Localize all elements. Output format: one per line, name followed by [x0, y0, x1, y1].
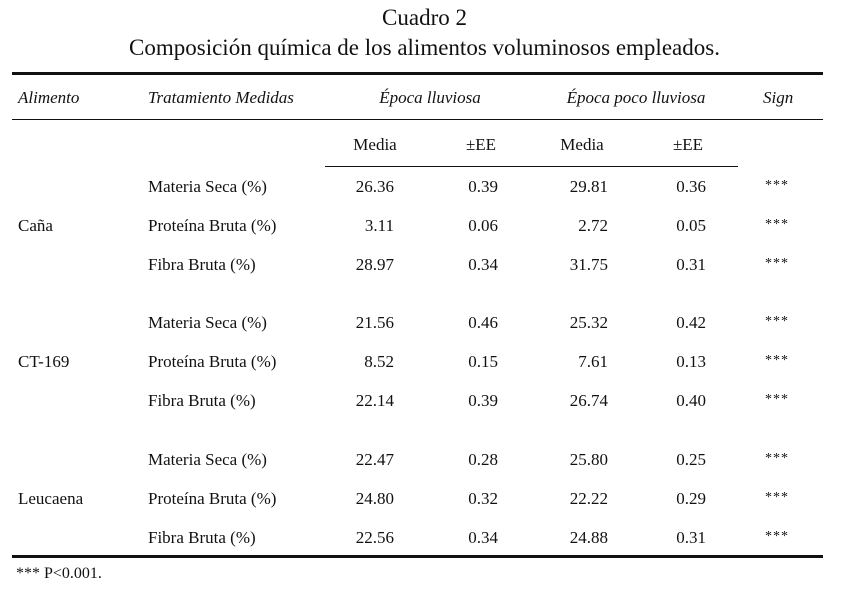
row-sign: ***: [765, 451, 789, 466]
row-pl-ee: 0.36: [676, 177, 706, 196]
row-pl-media: 26.74: [569, 391, 608, 410]
row-sign: ***: [765, 529, 789, 544]
row-measure: Fibra Bruta (%): [148, 255, 256, 274]
group-label: Leucaena: [18, 489, 84, 508]
row-measure: Fibra Bruta (%): [148, 391, 256, 410]
row-ll-media: 22.14: [355, 391, 394, 410]
subheader-ee-poco-lluviosa: ±EE: [672, 135, 704, 154]
row-sign: ***: [765, 314, 789, 329]
row-pl-media: 24.88: [569, 528, 608, 547]
subheader-rule: [325, 166, 738, 167]
row-pl-ee: 0.25: [676, 450, 706, 469]
row-measure: Proteína Bruta (%): [148, 352, 277, 371]
row-ll-ee: 0.39: [468, 177, 498, 196]
row-sign: ***: [765, 256, 789, 271]
row-pl-ee: 0.29: [676, 489, 706, 508]
row-measure: Materia Seca (%): [148, 177, 267, 196]
group-label: CT-169: [18, 352, 70, 371]
row-ll-media: 28.97: [355, 255, 394, 274]
row-ll-ee: 0.46: [468, 313, 498, 332]
row-measure: Proteína Bruta (%): [148, 216, 277, 235]
row-ll-media: 3.11: [364, 216, 394, 235]
group-label: Caña: [18, 216, 53, 235]
row-pl-media: 7.61: [578, 352, 608, 371]
row-pl-media: 25.32: [569, 313, 608, 332]
table-subtitle: Composición química de los alimentos voluminosos empleados.: [129, 35, 720, 60]
row-sign: ***: [765, 353, 789, 368]
row-ll-media: 24.80: [355, 489, 394, 508]
row-pl-ee: 0.40: [676, 391, 706, 410]
subheader-ee-lluviosa: ±EE: [465, 135, 497, 154]
row-pl-ee: 0.13: [676, 352, 706, 371]
row-ll-media: 22.47: [355, 450, 394, 469]
row-ll-ee: 0.34: [468, 528, 498, 547]
header-epoca-lluviosa: Época lluviosa: [379, 88, 481, 107]
row-ll-ee: 0.06: [468, 216, 498, 235]
row-measure: Materia Seca (%): [148, 313, 267, 332]
row-pl-ee: 0.31: [676, 255, 706, 274]
row-ll-media: 21.56: [355, 313, 394, 332]
header-sign: Sign: [763, 88, 794, 107]
row-pl-ee: 0.31: [676, 528, 706, 547]
row-pl-ee: 0.05: [676, 216, 706, 235]
row-pl-media: 31.75: [569, 255, 608, 274]
row-ll-ee: 0.39: [468, 391, 498, 410]
row-ll-ee: 0.28: [468, 450, 498, 469]
row-ll-ee: 0.15: [468, 352, 498, 371]
row-measure: Materia Seca (%): [148, 450, 267, 469]
row-pl-media: 2.72: [578, 216, 608, 235]
row-pl-media: 29.81: [569, 177, 608, 196]
header-epoca-poco-lluviosa: Época poco lluviosa: [566, 88, 706, 107]
row-sign: ***: [765, 490, 789, 505]
header-alimento: Alimento: [18, 88, 80, 107]
subheader-media-poco-lluviosa: Media: [560, 135, 604, 154]
row-sign: ***: [765, 392, 789, 407]
row-measure: Proteína Bruta (%): [148, 489, 277, 508]
row-ll-ee: 0.34: [468, 255, 498, 274]
row-sign: ***: [765, 217, 789, 232]
row-ll-media: 8.52: [364, 352, 394, 371]
row-pl-media: 25.80: [569, 450, 608, 469]
header-rule: [12, 119, 823, 120]
footnote: *** P<0.001.: [16, 565, 102, 582]
header-tratamiento: Tratamiento Medidas: [148, 88, 294, 107]
row-ll-media: 26.36: [355, 177, 394, 196]
row-pl-media: 22.22: [569, 489, 608, 508]
bottom-rule: [12, 555, 823, 558]
row-ll-media: 22.56: [355, 528, 394, 547]
table-title: Cuadro 2: [382, 5, 467, 30]
row-measure: Fibra Bruta (%): [148, 528, 256, 547]
top-rule: [12, 72, 823, 75]
row-pl-ee: 0.42: [676, 313, 706, 332]
row-sign: ***: [765, 178, 789, 193]
row-ll-ee: 0.32: [468, 489, 498, 508]
subheader-media-lluviosa: Media: [353, 135, 397, 154]
